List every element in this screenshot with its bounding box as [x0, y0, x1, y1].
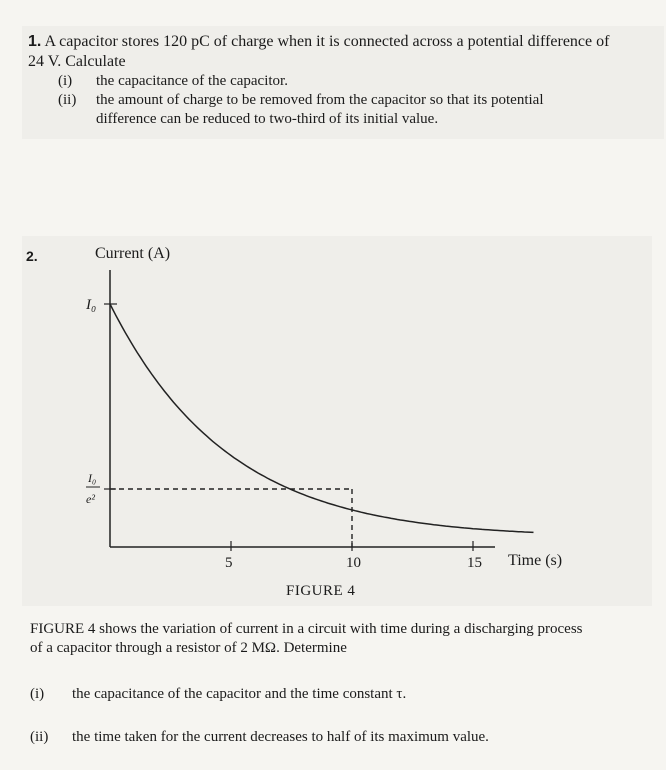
part-roman: (i) — [58, 73, 73, 89]
x-tick-label-5: 5 — [225, 555, 233, 571]
y-tick-label-i0: I₀ — [86, 297, 97, 313]
x-ticks — [225, 541, 482, 571]
y-tick-label-i0-num: I₀ — [88, 471, 97, 485]
figure-description — [30, 620, 645, 658]
x-tick-label-15: 15 — [467, 555, 482, 571]
question-1-stem-line1: A capacitor stores 120 pC of charge when it is connected across a potential difference of — [44, 33, 610, 50]
part-text: the capacitance of the capacitor. — [96, 73, 288, 89]
question-2-number: 2. — [26, 248, 38, 264]
part-roman: (ii) — [58, 92, 77, 108]
question-2-part-i — [30, 686, 406, 703]
figure-description-line1: FIGURE 4 shows the variation of current in a circuit with time during a discharging process — [30, 621, 583, 637]
part-roman: (ii) — [30, 729, 49, 745]
question-1-stem-line2: 24 V. Calculate — [28, 53, 126, 70]
part-text: the amount of charge to be removed from the capacitor so that its potential — [96, 92, 544, 108]
question-1-number: 1. — [28, 33, 42, 50]
x-axis-label: Time (s) — [508, 552, 563, 569]
part-roman: (i) — [30, 686, 45, 702]
figure-description-line2: of a capacitor through a resistor of 2 MΩ. Determine — [30, 640, 347, 656]
figure-caption: FIGURE 4 — [286, 583, 356, 599]
part-text: difference can be reduced to two-third of its initial value. — [96, 111, 439, 127]
part-text: the time taken for the current decreases to half of its maximum value. — [72, 729, 489, 745]
y-tick-label-e2: e² — [86, 492, 95, 506]
x-tick-label-10: 10 — [346, 555, 361, 571]
discharge-curve — [110, 304, 534, 532]
part-text: the capacitance of the capacitor and the time constant τ. — [72, 686, 407, 702]
y-axis-label: Current (A) — [95, 245, 171, 262]
question-2-part-ii — [30, 729, 489, 746]
